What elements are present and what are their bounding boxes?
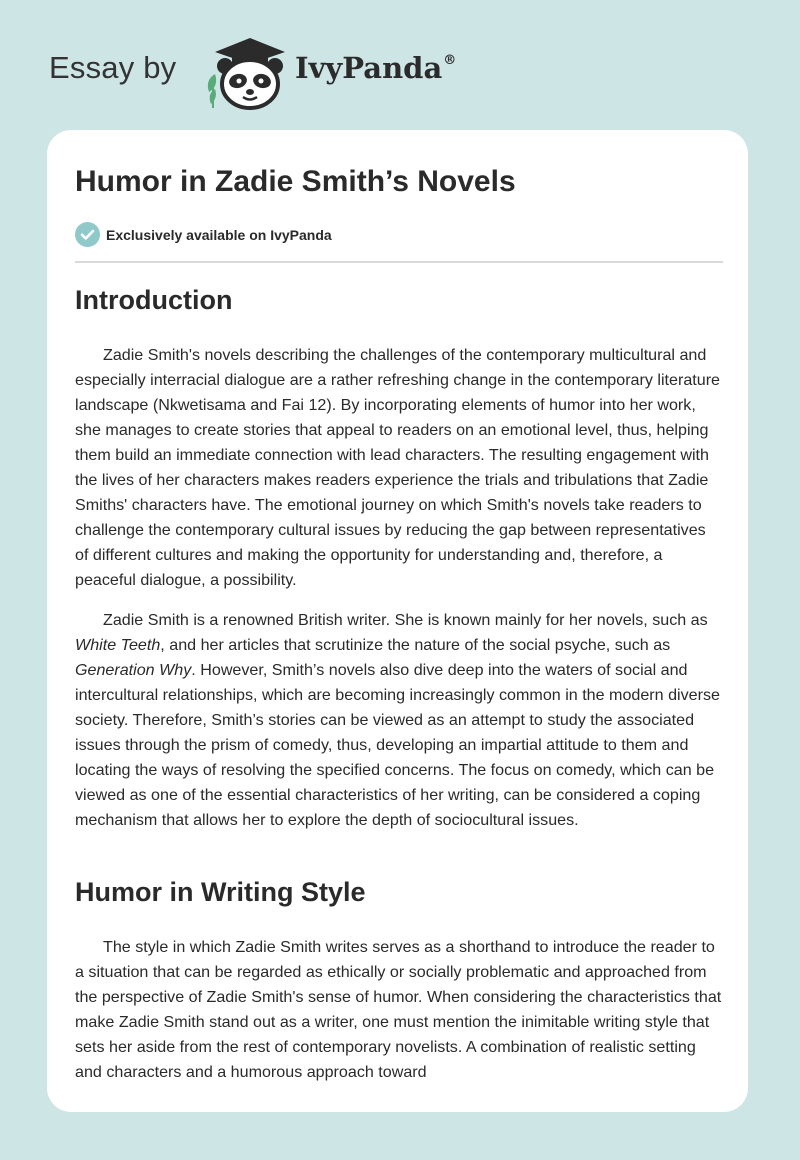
paragraph-intro-1 xyxy=(75,343,723,593)
exclusive-badge xyxy=(75,222,332,247)
check-circle-icon xyxy=(75,222,100,247)
title-divider xyxy=(75,261,723,263)
section-heading-introduction: Introduction xyxy=(75,285,233,315)
paragraph-text: Zadie Smith's novels describing the challenges of the contemporary multicultural and especially interracial dialogue are a rather refreshing change in the contemporary literature landscape (Nkwetisama and Fai 12). By incorporating elements of humor into her work, she manages to create stories that appeal to readers on an emotional level, thus, helping them build an immediate connection with lead characters. The resulting engagement with the lives of her characters makes readers experience the trials and tribulations that Zadie Smiths' characters have. The emotional journey on which Smith's novels take readers to challenge the contemporary cultural issues by reducing the gap between representatives of different cultures and making the opportunity for understanding and, therefore, a peaceful dialogue, a possibility. xyxy=(75,346,720,589)
paragraph-text: Zadie Smith is a renowned British writer. She is known mainly for her novels, such as xyxy=(103,611,708,629)
paragraph-text: The style in which Zadie Smith writes serves as a shorthand to introduce the reader to a situation that can be regarded as ethically or socially problematic and approached from the perspective of Zadie Smith's sense of humor. When considering the characteristics that make Zadie Smith stand out as a writer, one must mention the inimitable writing style that sets her aside from the rest of contemporary novelists. A combination of realistic setting and characters and a humorous approach toward xyxy=(75,938,722,1081)
page-title: Humor in Zadie Smith’s Novels xyxy=(75,165,516,198)
paragraph-style-1 xyxy=(75,935,723,1085)
paragraph-intro-2 xyxy=(75,608,723,833)
article-title-generation-why: Generation Why xyxy=(75,661,192,679)
essay-by-label: Essay by xyxy=(49,50,177,85)
book-title-white-teeth: White Teeth xyxy=(75,636,161,654)
registered-mark: ® xyxy=(443,53,457,68)
paragraph-text: , and her articles that scrutinize the nature of the social psyche, such as xyxy=(160,636,671,654)
section-heading-humor-in-writing-style: Humor in Writing Style xyxy=(75,877,366,907)
panda-graduate-logo-icon[interactable] xyxy=(203,34,298,110)
essay-card xyxy=(47,130,748,1112)
brand-name[interactable]: IvyPanda® xyxy=(295,51,457,85)
exclusive-label: Exclusively available on IvyPanda xyxy=(106,226,332,243)
site-header xyxy=(0,0,800,130)
paragraph-text: . However, Smith’s novels also dive deep into the waters of social and intercultural relationships, which are becoming increasingly common in the modern diverse society. Therefore, Smith’s stories can be viewed as an attempt to study the associated issues through the prism of comedy, thus, developing an impartial attitude to them and locating the ways of resolving the specified concerns. The focus on comedy, which can be viewed as one of the essential characteristics of her writing, can be considered a coping mechanism that allows her to explore the depth of sociocultural issues. xyxy=(75,661,720,829)
